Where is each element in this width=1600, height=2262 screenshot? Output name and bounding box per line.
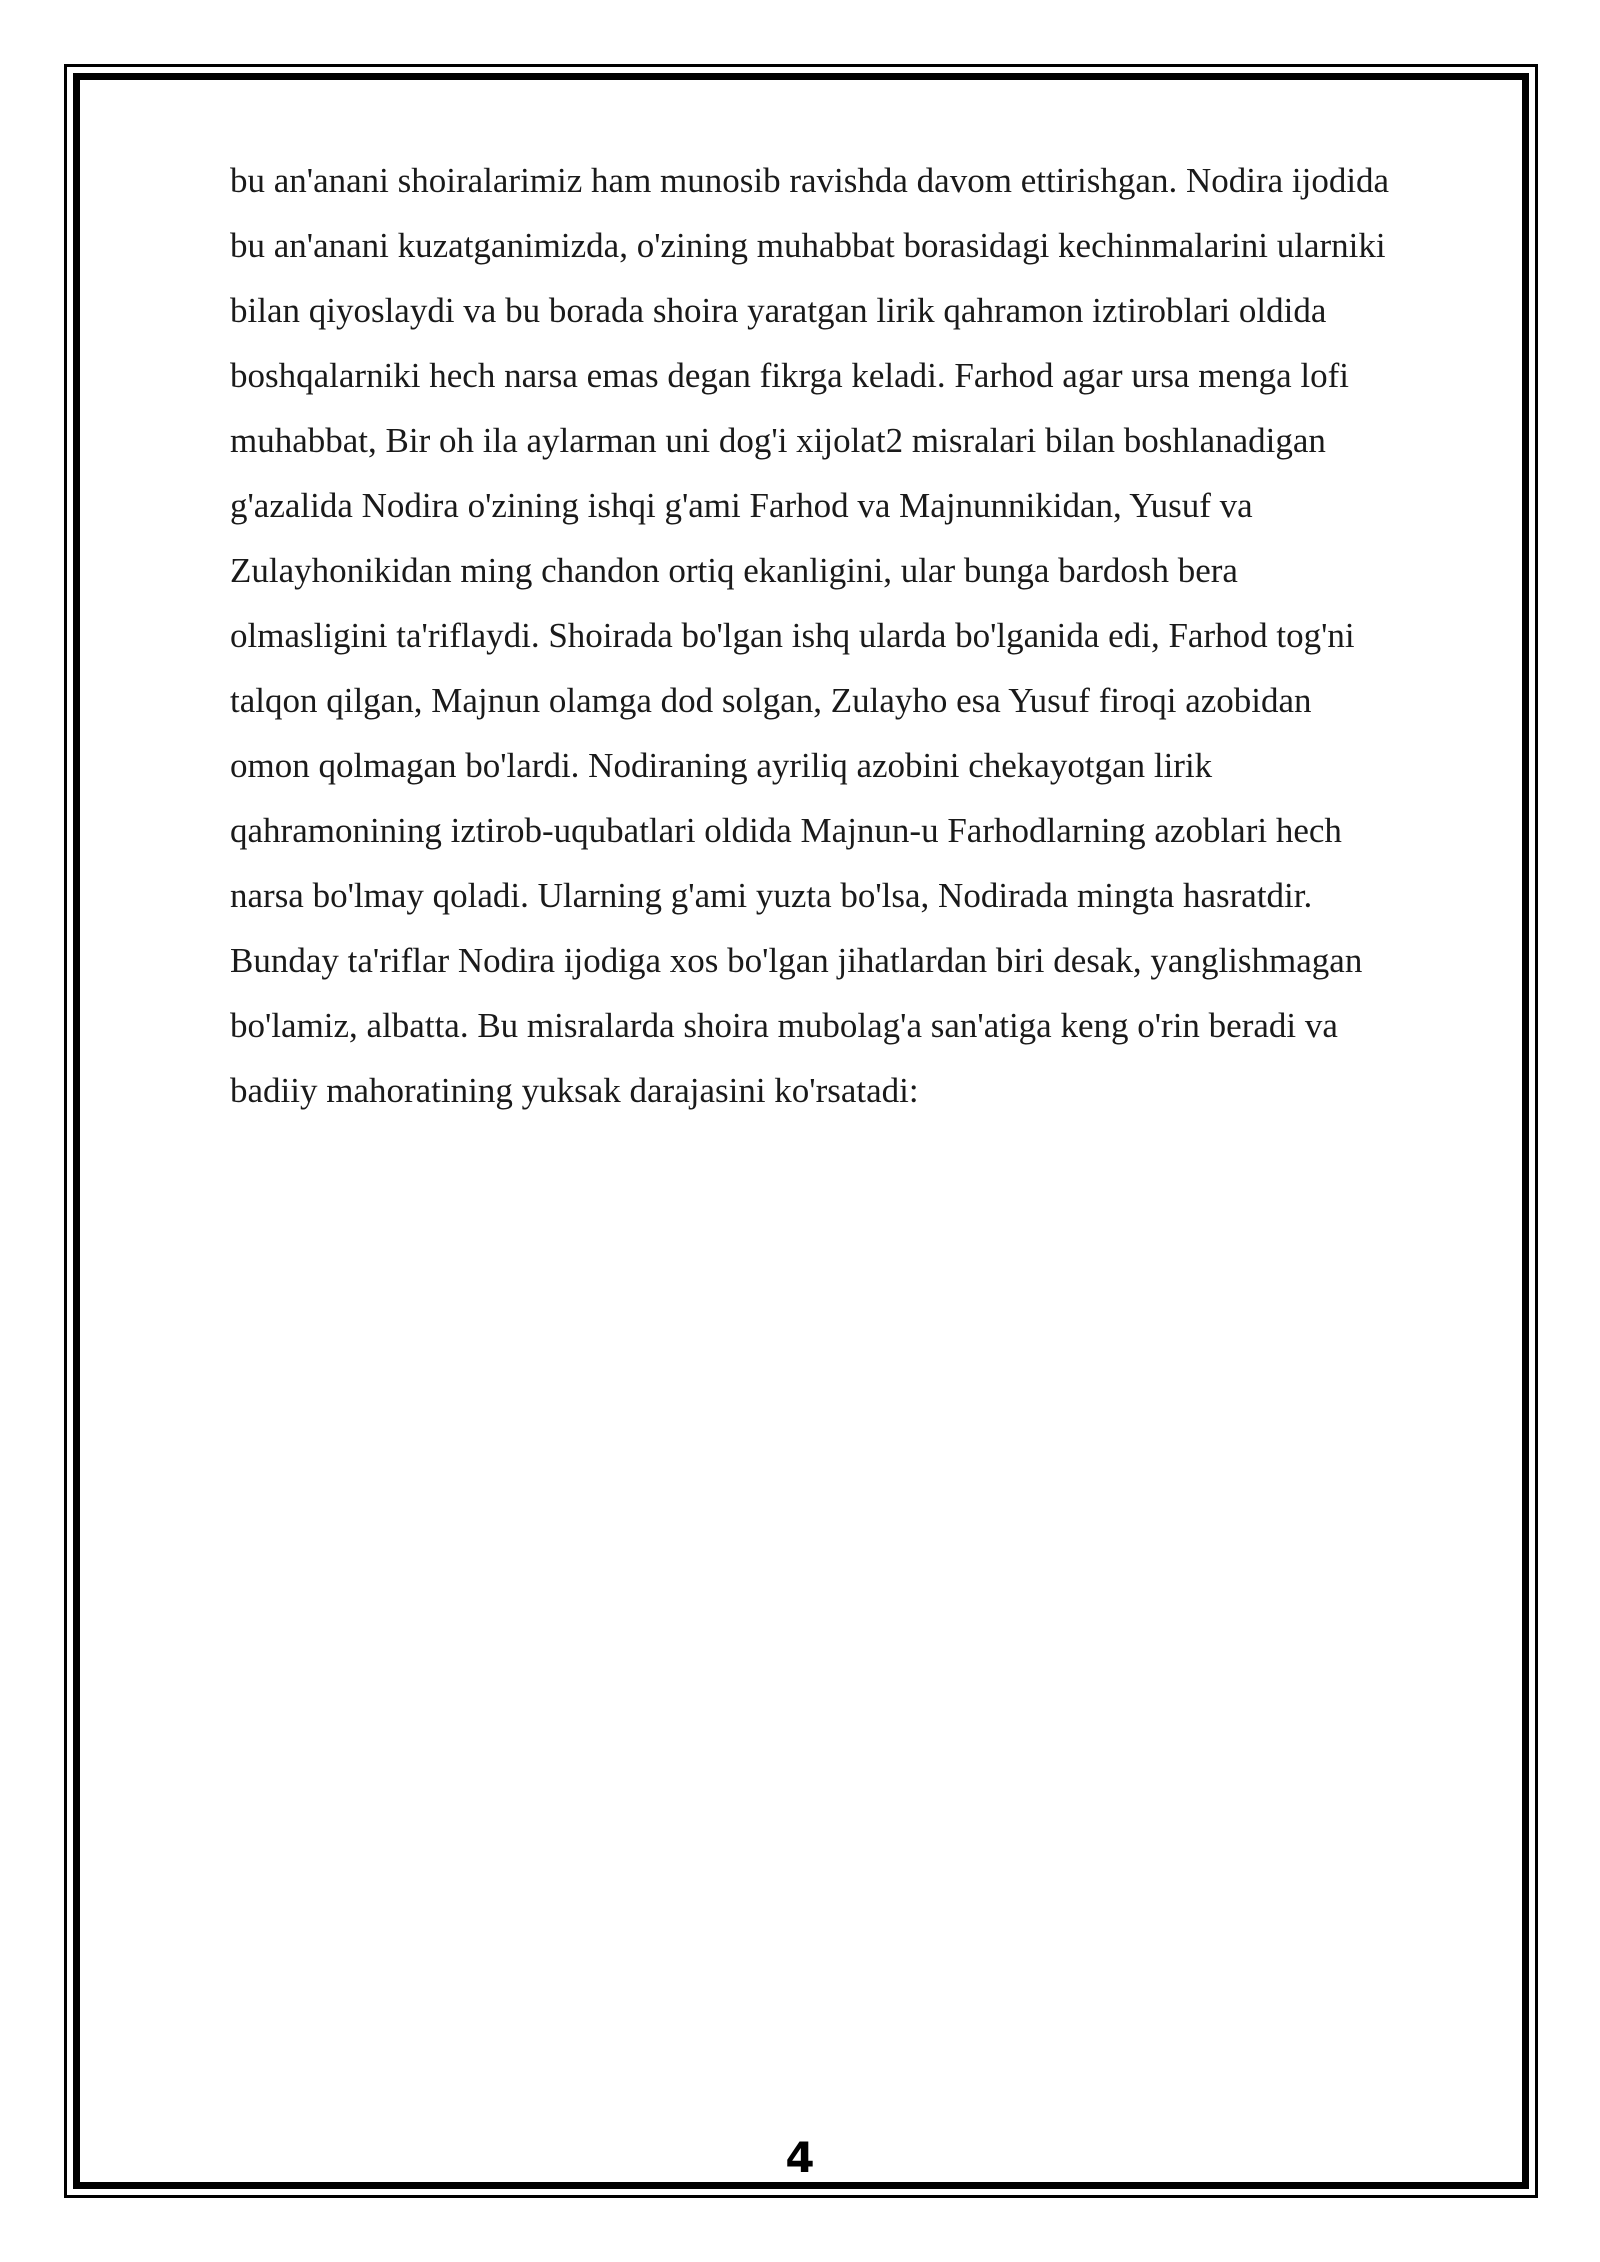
text-line: omon qolmagan bo'lardi. Nodiraning ayriliq azobini chekayotgan lirik [230,746,1213,785]
text-line: Zulayhonikidan ming chandon ortiq ekanligini, ular bunga bardosh bera [230,551,1238,590]
text-line: talqon qilgan, Majnun olamga dod solgan, Zulayho esa Yusuf firoqi azobidan [230,681,1312,720]
text-line: bo'lamiz, albatta. Bu misralarda shoira mubolag'a san'atiga keng o'rin beradi va [230,1006,1338,1045]
text-line: g'azalida Nodira o'zining ishqi g'ami Farhod va Majnunnikidan, Yusuf va [230,486,1253,525]
text-line: bu an'anani kuzatganimizda, o'zining muhabbat borasidagi kechinmalarini ularniki [230,226,1386,265]
text-line: Bunday ta'riflar Nodira ijodiga xos bo'lgan jihatlardan biri desak, yanglishmagan [230,941,1363,980]
text-line: bu an'anani shoiralarimiz ham munosib ravishda davom ettirishgan. Nodira ijodida [230,161,1390,200]
text-line: olmasligini ta'riflaydi. Shoirada bo'lgan ishq ularda bo'lganida edi, Farhod tog'ni [230,616,1355,655]
text-line: muhabbat, Bir oh ila aylarman uni dog'i xijolat2 misralari bilan boshlanadigan [230,421,1326,460]
text-line: narsa bo'lmay qoladi. Ularning g'ami yuzta bo'lsa, Nodirada mingta hasratdir. [230,876,1313,915]
text-line: badiiy mahoratining yuksak darajasini ko'rsatadi: [230,1071,919,1110]
text-line: qahramonining iztirob-uqubatlari oldida Majnun-u Farhodlarning azoblari hech [230,811,1342,850]
body-paragraph [230,148,1490,1123]
text-line: bilan qiyoslaydi va bu borada shoira yaratgan lirik qahramon iztiroblari oldida [230,291,1327,330]
text-line: boshqalarniki hech narsa emas degan fikrga keladi. Farhod agar ursa menga lofi [230,356,1349,395]
page-number: 4 [785,2133,815,2182]
